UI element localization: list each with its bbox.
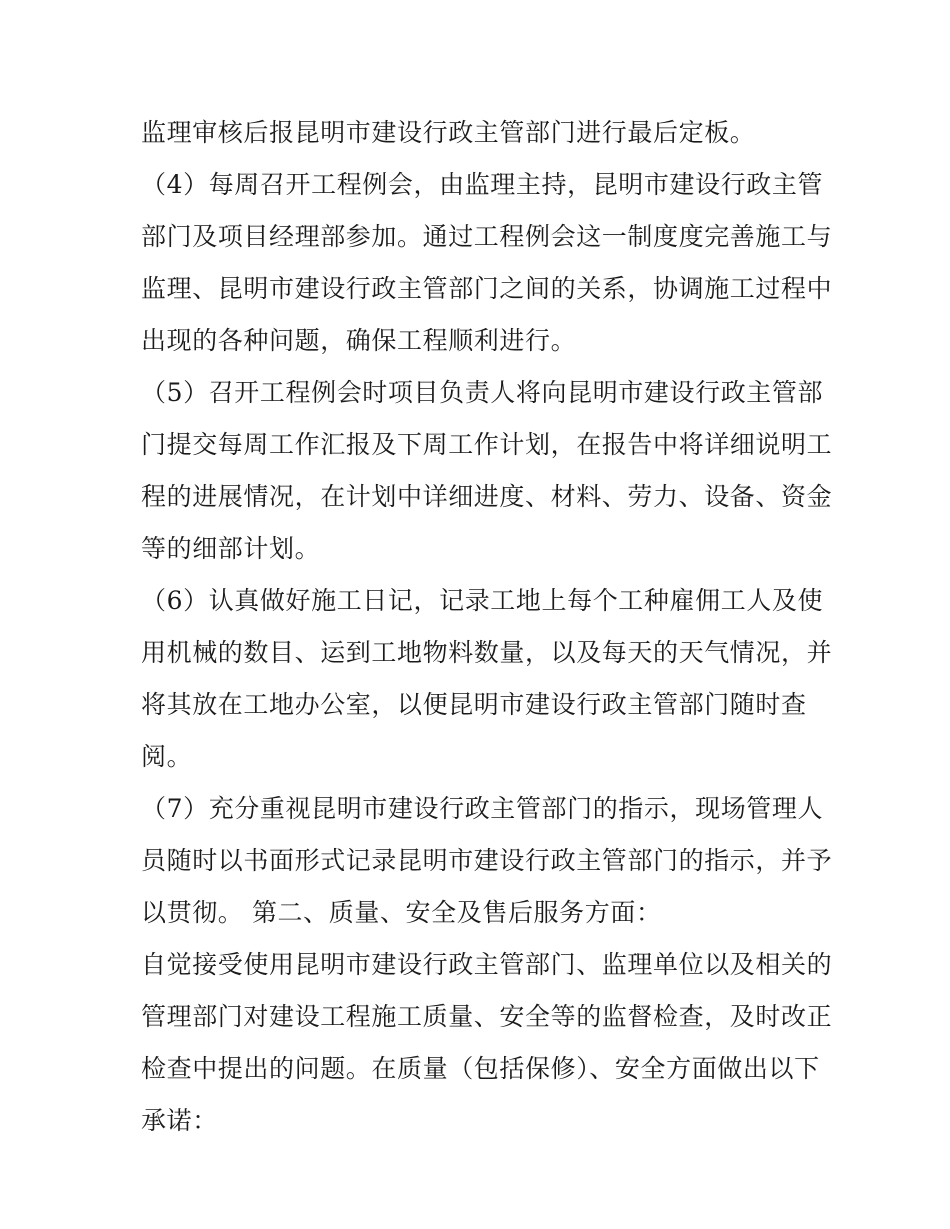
text-line: （6）认真做好施工日记，记录工地上每个工种雇佣工人及使 (141, 586, 824, 615)
text-line: 部门及项目经理部参加。通过工程例会这一制度度完善施工与 (141, 222, 833, 251)
text-line: 管理部门对建设工程施工质量、安全等的监督检查，及时改正 (141, 1002, 833, 1031)
text-line: 将其放在工地办公室，以便昆明市建设行政主管部门随时查 (141, 690, 807, 719)
text-line: （4）每周召开工程例会，由监理主持，昆明市建设行政主管 (141, 170, 824, 199)
text-line: 用机械的数目、运到工地物料数量，以及每天的天气情况，并 (141, 638, 833, 667)
text-line: 阅。 (141, 742, 193, 771)
text-line: 监理、昆明市建设行政主管部门之间的关系，协调施工过程中 (141, 274, 833, 303)
text-line: （5）召开工程例会时项目负责人将向昆明市建设行政主管部 (141, 378, 824, 407)
text-line: 自觉接受使用昆明市建设行政主管部门、监理单位以及相关的 (141, 950, 833, 979)
text-line: 程的进展情况，在计划中详细进度、材料、劳力、设备、资金 (141, 482, 833, 511)
text-line: 以贯彻。 第二、质量、安全及售后服务方面： (141, 898, 662, 927)
text-line: 监理审核后报昆明市建设行政主管部门进行最后定板。 (141, 118, 756, 147)
text-line: 承诺： (141, 1106, 218, 1135)
text-line: （7）充分重视昆明市建设行政主管部门的指示，现场管理人 (141, 794, 824, 823)
text-line: 等的细部计划。 (141, 534, 321, 563)
text-line: 出现的各种问题，确保工程顺利进行。 (141, 326, 577, 355)
text-line: 检查中提出的问题。在质量（包括保修）、安全方面做出以下 (141, 1054, 820, 1083)
text-line: 门提交每周工作汇报及下周工作计划，在报告中将详细说明工 (141, 430, 833, 459)
document-body (141, 107, 833, 1147)
text-line: 员随时以书面形式记录昆明市建设行政主管部门的指示，并予 (141, 846, 833, 875)
